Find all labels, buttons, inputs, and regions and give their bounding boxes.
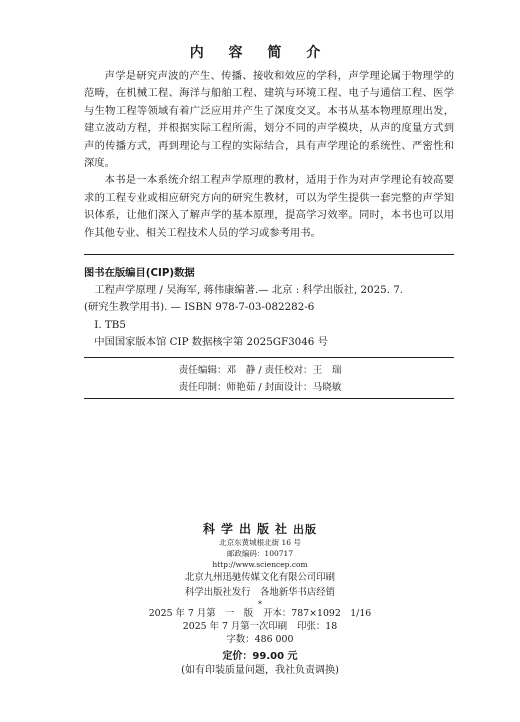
divider-bottom — [84, 398, 454, 399]
editors-line-2: 责任印制：师艳茹 / 封面设计：马晓敏 — [178, 382, 342, 393]
sheets-info: 印张：18 — [297, 621, 338, 632]
divider-mid — [84, 357, 454, 358]
editors-line-1: 责任编辑：邓 静 / 责任校对：王 瑞 — [178, 365, 342, 376]
publisher-website: http://www.sciencep.com — [212, 560, 308, 569]
publisher-name — [0, 520, 520, 537]
separator-star: * — [258, 600, 262, 609]
specs-row-1 — [0, 607, 520, 620]
cip-line-1: 工程声学原理 / 吴海军, 蒋伟康编著.— 北京 : 科学出版社, 2025. 7. — [94, 284, 404, 297]
publisher-postcode: 邮政编码：100717 — [226, 549, 294, 558]
publisher-address: 北京东黄城根北街 16 号 — [219, 538, 301, 547]
publisher-name-main: 科学出版社 — [202, 522, 293, 536]
quality-note: (如有印装质量问题，我社负责调换) — [181, 665, 339, 676]
cip-line-4: 中国国家版本馆 CIP 数据核字第 2025GF3046 号 — [94, 335, 328, 348]
printer-info: 北京九州迅驰传媒文化有限公司印刷 — [184, 572, 335, 583]
specs-row-2 — [0, 620, 520, 633]
format-info: 开本：787×1092 1/16 — [263, 608, 372, 619]
editors-section — [0, 362, 520, 396]
page-title: 内 容 简 介 — [189, 45, 331, 61]
abstract-paragraph-2: 本书是一本系统介绍工程声学原理的教材，适用于作为对声学理论有较高要求的工程专业或相应研究方向的研究生教材，可以为学生提供一套完整的声学知识体系，让他们深入了解声学的基本原理，提高学习效率。同时，本书也可以用作其他专业、相关工程技术人员的学习或参考用书。 — [84, 174, 454, 239]
edition-info: 2025 年 7 月第 一 版 — [148, 608, 254, 619]
divider-top — [84, 254, 454, 255]
abstract-section — [84, 68, 454, 242]
cip-section — [84, 265, 454, 351]
price-text: 定价：99.00 元 — [222, 651, 298, 662]
abstract-paragraph-1: 声学是研究声波的产生、传播、接收和效应的学科，声学理论属于物理学的范畴，在机械工程、海洋与船舶工程、建筑与环境工程、电子与通信工程、医学与生物工程等领域有着广泛应用并产生了深度交叉。本书从基本物理原理出发，建立波动方程，并根据实际工程所需，划分不同的声学模块，从声的度量方式到声的传播方式，再到理论与工程的实际结合，具有声学理论的系统性、严密性和深度。 — [84, 70, 454, 170]
words-info: 字数：486 000 — [226, 634, 294, 645]
cip-line-3: Ⅰ. TB5 — [94, 318, 126, 331]
specs-section — [0, 607, 520, 646]
distribution-info: 科学出版社发行 各地新华书店经销 — [184, 587, 335, 598]
printing-info: 2025 年 7 月第一次印刷 — [182, 621, 288, 632]
cip-heading: 图书在版编目(CIP)数据 — [84, 267, 195, 279]
publisher-section — [0, 520, 520, 609]
publisher-name-suffix: 出版 — [293, 523, 317, 536]
price-section — [0, 650, 520, 678]
cip-line-2: (研究生教学用书). — ISBN 978-7-03-082282-6 — [84, 301, 315, 314]
